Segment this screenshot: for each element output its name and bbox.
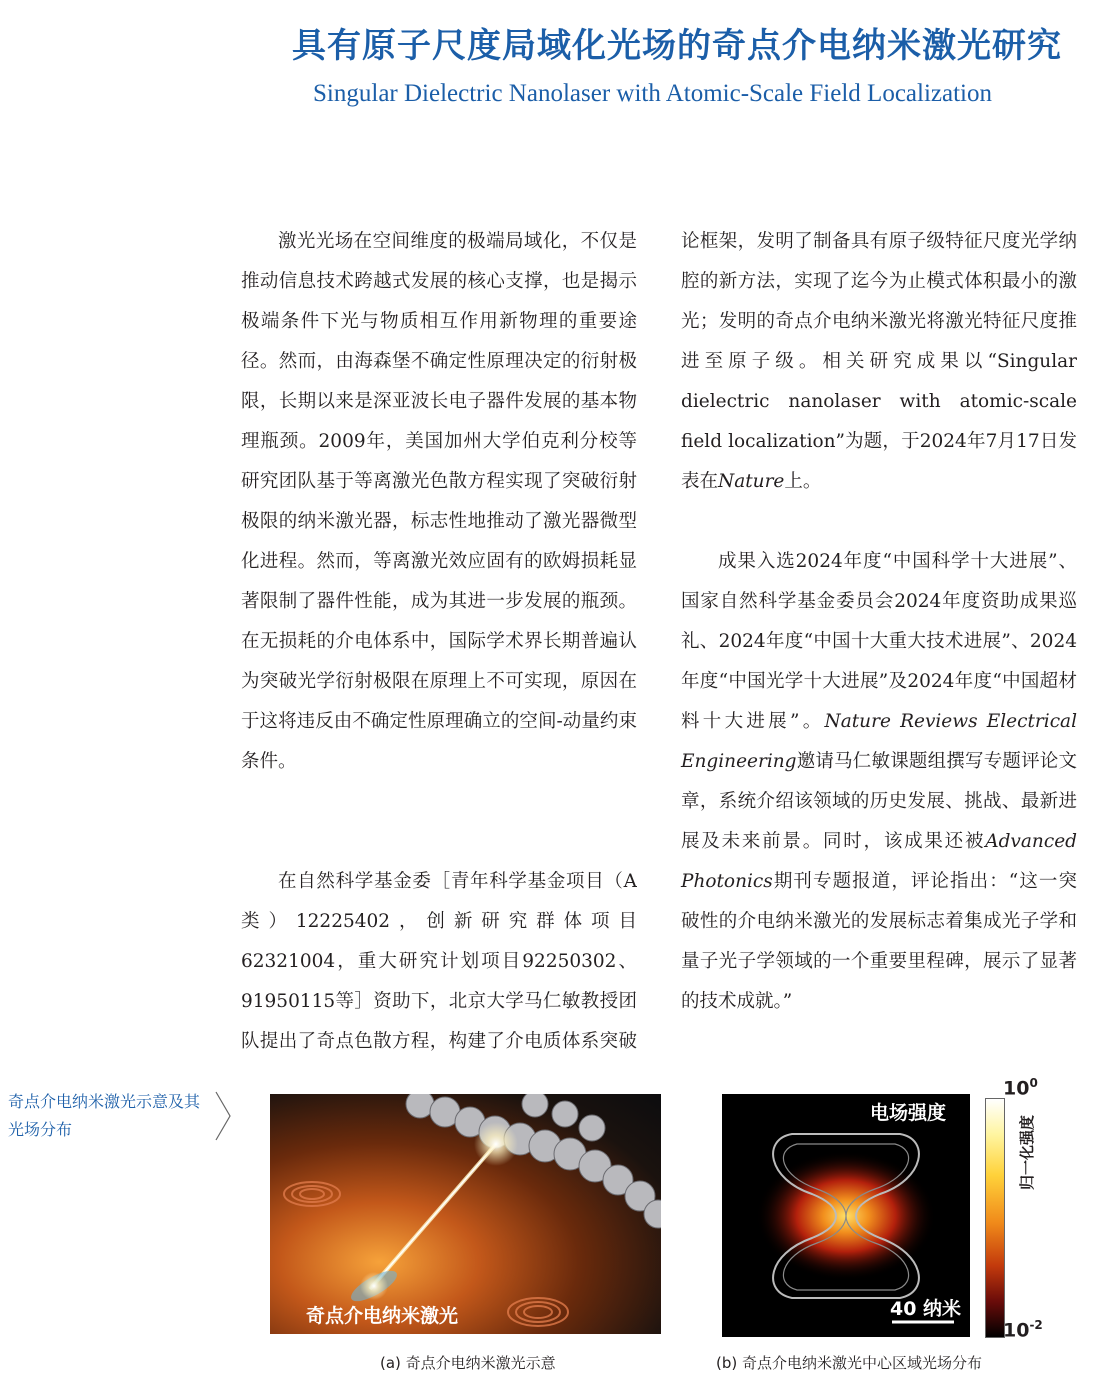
body-column-left-continued [241, 862, 637, 1062]
journal-advanced-photonics: Advanced Photonics [681, 831, 1077, 892]
journal-nree: Nature Reviews Electrical Engineering [681, 711, 1077, 772]
paragraph-2-text: 在自然科学基金委［青年科学基金项目（A类）12225402，创新研究群体项目62321004，重大研究计划项目92250302、91950115等］资助下，北京大学马仁敏教授团队提出了奇点色散方程，构建了介电质体系突破 [241, 871, 637, 1052]
colorbar-max-label [1003, 1076, 1038, 1099]
figure-a-caption: (a) 奇点介电纳米激光示意 [380, 1354, 556, 1372]
journal-nature: Nature [718, 471, 785, 492]
figure-b-caption: (b) 奇点介电纳米激光中心区域光场分布 [716, 1354, 982, 1372]
paragraph-3 [681, 542, 1077, 1022]
paragraph-2-text-overflow: 论框架，发明了制备具有原子级特征尺度光学纳腔的新方法，实现了迄今为止模式体积最小的激光；发明的奇点介电纳米激光将激光特征尺度推进至原子级。相关研究成果以“Singular dielectric nanolaser with atomic-scale field localization”为题，于2024年7月17日发表在 [681, 231, 1077, 492]
paragraph-2-start [241, 862, 637, 1062]
colorbar-max-exp: 0 [1029, 1076, 1038, 1090]
paragraph-3-end: 期刊专题报道，评论指出：“这一突破性的介电纳米激光的发展标志着集成光子学和量子光子学领域的一个重要里程碑，展示了显著的技术成就。” [681, 871, 1077, 1012]
atom-chain [406, 1094, 661, 1228]
figure-b-title: 电场强度 [870, 1102, 947, 1124]
colorbar-min-label [1003, 1318, 1043, 1341]
bracket-icon [214, 1090, 232, 1142]
colorbar-max-base: 10 [1003, 1077, 1030, 1100]
body-column-right [681, 222, 1077, 1022]
paragraph-2-end: 上。 [784, 471, 822, 492]
figure-a-label: 奇点介电纳米激光 [306, 1305, 459, 1327]
paragraph-3-text: 成果入选2024年度“中国科学十大进展”、国家自然科学基金委员会2024年度资助成果巡礼、2024年度“中国十大重大技术进展”、2024年度“中国光学十大进展”及2024年度“中国超材料十大进展”。 [681, 551, 1077, 732]
figure-b-image [722, 1094, 970, 1337]
paragraph-3-mid: 邀请马仁敏课题组撰写专题评论文章，系统介绍该领域的历史发展、挑战、最新进展及未来前景。同时，该成果还被 [681, 751, 1077, 852]
figure-side-caption: 奇点介电纳米激光示意及其光场分布 [8, 1092, 201, 1139]
colorbar-min-exp: -2 [1029, 1318, 1043, 1332]
paragraph-2-continued [681, 222, 1077, 542]
page-title: 具有原子尺度局域化光场的奇点介电纳米激光研究 [292, 26, 1062, 66]
paragraph-1: 激光光场在空间维度的极端局域化，不仅是推动信息技术跨越式发展的核心支撑，也是揭示极端条件下光与物质相互作用新物理的重要途径。然而，由海森堡不确定性原理决定的衍射极限，长期以来是深亚波长电子器件发展的基本物理瓶颈。2009年，美国加州大学伯克利分校等研究团队基于等离激光色散方程实现了突破衍射极限的纳米激光器，标志性地推动了激光器微型化进程。然而，等离激光效应固有的欧姆损耗显著限制了器件性能，成为其进一步发展的瓶颈。在无损耗的介电体系中，国际学术界长期普遍认为突破光学衍射极限在原理上不可实现，原因在于这将违反由不确定性原理确立的空间-动量约束条件。 [241, 231, 637, 772]
colorbar-label: 归一化强度 [1018, 1114, 1036, 1190]
figure-a-image [270, 1094, 661, 1334]
colorbar-min-base: 10 [1003, 1319, 1030, 1342]
colorbar [985, 1098, 1005, 1338]
body-column-left [241, 222, 637, 782]
figure-b-scalebar-label: 40 纳米 [890, 1298, 962, 1320]
page-subtitle-en: Singular Dielectric Nanolaser with Atomic-Scale Field Localization [313, 80, 992, 107]
